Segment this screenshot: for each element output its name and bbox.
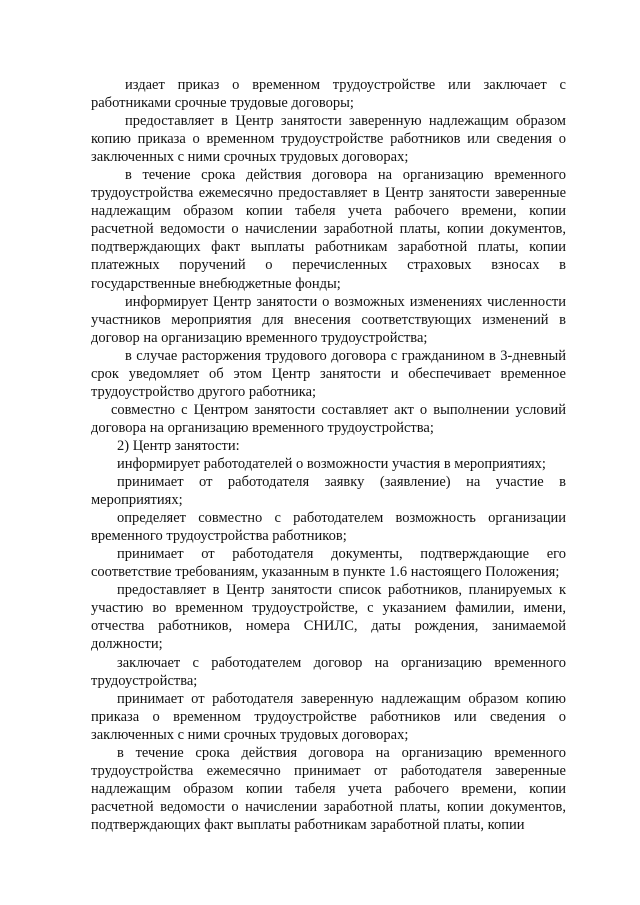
paragraph: информирует работодателей о возможности участия в мероприятиях; <box>117 455 546 472</box>
paragraph: предоставляет в Центр занятости список работников, планируемых к участию во временном трудоустройстве, с указанием фамилии, имени, отчества работников, номера СНИЛС, даты рождения, занимаемой должности; <box>91 582 566 653</box>
paragraph: в течение срока действия договора на организацию временного трудоустройства ежемесячно предоставляет в Центр занятости заверенные надлежащим образом копии табеля учета рабочего времени, копии расчетной ведомости о начислении заработной платы, копии документов, подтверждающих факт выплаты работникам заработной платы, копии платежных поручений о перечисленных страховых взносах в государственные внебюджетные фонды; <box>91 167 566 292</box>
paragraph: предоставляет в Центр занятости заверенную надлежащим образом копию приказа о временном трудоустройстве работников или сведения о заключенных с ними срочных трудовых договорах; <box>91 113 566 166</box>
section-heading: 2) Центр занятости: <box>117 437 240 454</box>
paragraph: принимает от работодателя документы, подтверждающие его соответствие требованиям, указанным в пункте 1.6 настоящего Положения; <box>91 546 566 581</box>
paragraph: в случае расторжения трудового договора с гражданином в 3-дневный срок уведомляет об этом Центр занятости и обеспечивает временное трудоустройство другого работника; <box>91 347 566 400</box>
document-page <box>91 76 566 834</box>
paragraph: издает приказ о временном трудоустройстве или заключает с работниками срочные трудовые договоры; <box>91 77 566 112</box>
paragraph: совместно с Центром занятости составляет акт о выполнении условий договора на организацию временного трудоустройства; <box>91 401 566 436</box>
paragraph: в течение срока действия договора на организацию временного трудоустройства ежемесячно принимает от работодателя заверенные надлежащим образом копии табеля учета рабочего времени, копии расчетной ведомости о начислении заработной платы, копии документов, подтверждающих факт выплаты работникам заработной платы, копии <box>91 744 566 833</box>
paragraph: принимает от работодателя заверенную надлежащим образом копию приказа о временном трудоустройстве работников или сведения о заключенных с ними срочных трудовых договорах; <box>91 690 566 743</box>
paragraph: заключает с работодателем договор на организацию временного трудоустройства; <box>91 654 566 689</box>
paragraph: принимает от работодателя заявку (заявление) на участие в мероприятиях; <box>91 474 566 509</box>
paragraph: информирует Центр занятости о возможных изменениях численности участников мероприятия для внесения соответствующих изменений в договор на организацию временного трудоустройства; <box>91 293 566 346</box>
paragraph: определяет совместно с работодателем возможность организации временного трудоустройства работников; <box>91 510 566 545</box>
